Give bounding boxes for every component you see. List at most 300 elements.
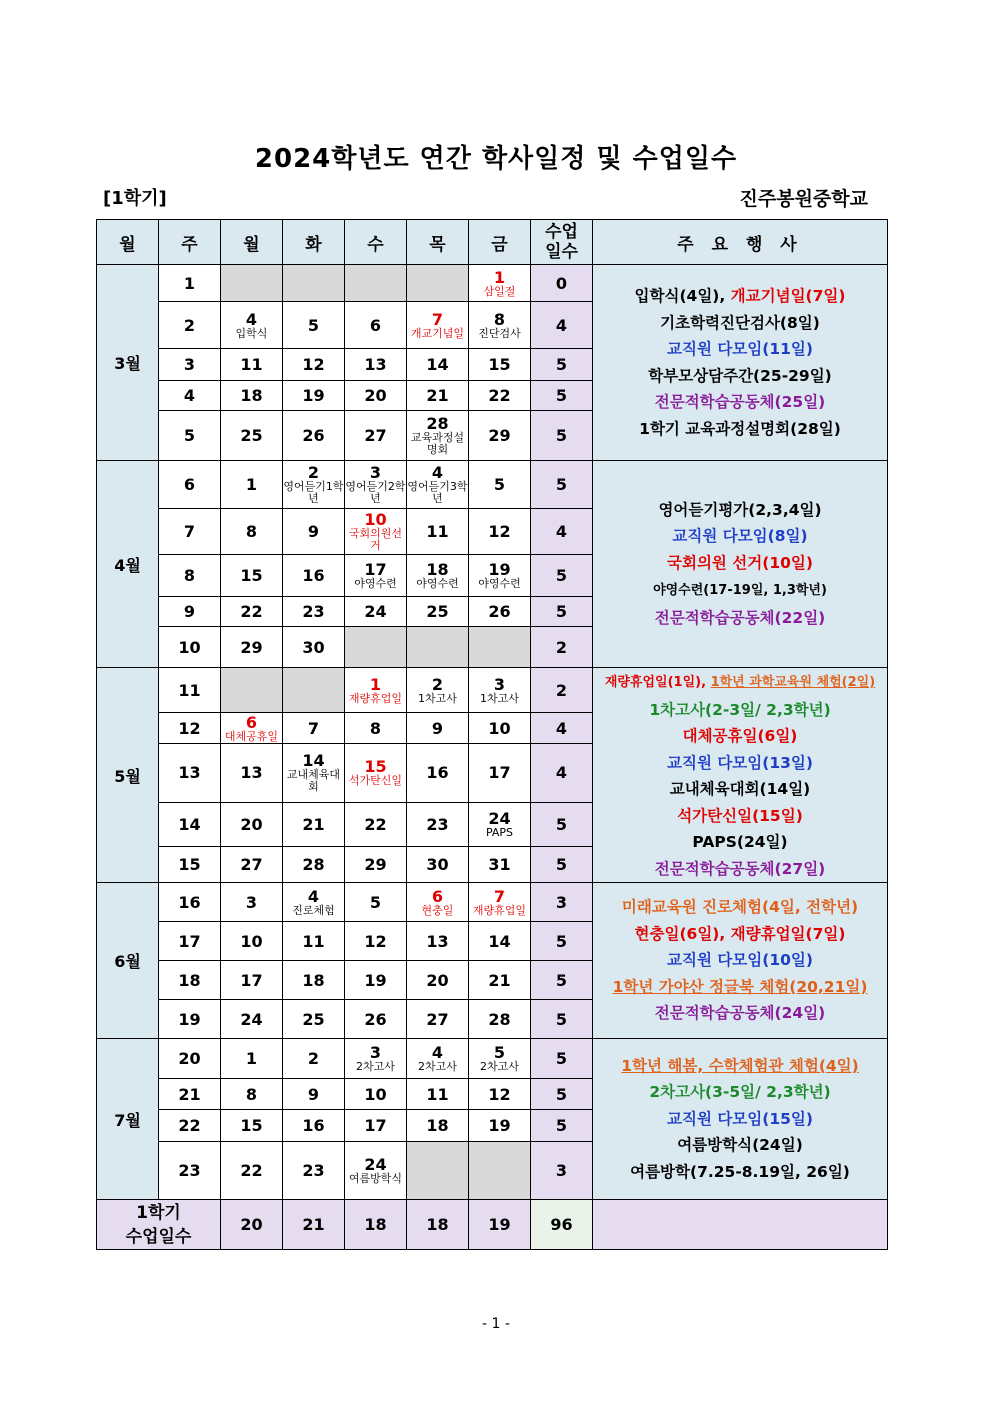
day-number: 15 [240,566,263,585]
day-number: 29 [240,637,263,657]
day-number: 22 [488,386,511,405]
week-row [97,668,888,713]
day-number: 3 [369,1043,382,1062]
day-note: 진로체험 [292,903,335,917]
class-days: 5 [531,1079,593,1110]
day-number: 14 [426,355,449,374]
event-line [593,1159,887,1186]
event-line [593,803,887,830]
month-cell: 6월 [97,883,159,1039]
day-cell [469,744,531,803]
day-cell [407,509,469,555]
day-cell [407,302,469,349]
week-number: 16 [159,883,221,922]
events-cell [593,883,888,1039]
day-cell [283,1142,345,1200]
event-line [593,523,887,550]
event-line [593,416,887,443]
day-cell [469,381,531,411]
day-number: 29 [488,426,511,445]
day-cell [221,1142,283,1200]
day-cell [283,627,345,668]
day-number: 28 [302,854,325,874]
day-cell [283,381,345,411]
class-days: 5 [531,1039,593,1079]
day-note: 2차고사 [418,1060,457,1073]
event-text: 전문적학습공동체(25일) [654,393,826,411]
day-cell [469,1110,531,1142]
day-cell [283,802,345,846]
day-number: 26 [364,1009,387,1029]
day-cell [283,883,345,922]
day-number: 11 [302,931,325,951]
day-number: 30 [302,637,325,657]
event-text: 국회의원 선거(10일) [667,553,813,572]
week-number: 13 [159,744,221,803]
event-text: 여름방학(7.25-8.19일, 26일) [630,1162,850,1181]
class-days: 5 [531,349,593,381]
day-cell [221,846,283,882]
event-line [593,723,887,750]
day-cell [407,668,469,713]
day-number: 30 [426,854,449,874]
day-number: 20 [240,814,263,834]
events-cell [593,668,888,883]
week-number: 17 [159,922,221,961]
day-number: 17 [240,970,263,990]
day-note: 개교기념일 [410,326,465,340]
event-text: 학부모상담주간(25-29일) [648,366,832,385]
day-cell [469,597,531,627]
day-note: 재량휴업일 [348,691,403,705]
event-line [593,668,887,697]
day-number: 23 [302,1161,325,1180]
day-number: 26 [302,426,325,445]
day-note: 야영수련 [416,577,459,590]
day-cell [345,1142,407,1200]
day-number: 7 [493,886,506,906]
day-number: 20 [426,970,449,990]
header-month: 월 [97,220,159,265]
day-note: 교육과정설명회 [410,431,465,456]
day-note: 영어듣기3학년 [407,480,468,505]
header-fri: 금 [469,220,531,265]
day-number: 13 [426,931,449,951]
day-number: 8 [245,1084,258,1104]
day-number: 15 [488,355,511,374]
week-number: 6 [159,461,221,509]
day-number: 4 [307,886,320,906]
day-number: 9 [307,1084,320,1104]
day-cell [469,922,531,961]
event-line [593,550,887,577]
event-text: 교직원 다모임(15일) [667,1109,813,1128]
day-number: 4 [431,463,444,482]
day-number: 13 [240,763,263,783]
day-number: 15 [240,1116,263,1135]
day-cell [283,922,345,961]
week-number: 10 [159,627,221,668]
header-thu: 목 [407,220,469,265]
day-cell [221,713,283,744]
event-line [593,974,887,1001]
events-cell [593,1039,888,1200]
day-note: 2차고사 [480,1060,519,1073]
day-cell [469,461,531,509]
day-number: 10 [240,931,263,951]
week-number: 12 [159,713,221,744]
day-number: 4 [245,309,258,329]
week-row [97,1039,888,1079]
day-number: 24 [364,602,387,621]
day-number: 16 [302,1116,325,1135]
header-row [97,220,888,265]
day-number: 17 [364,560,387,579]
class-days: 5 [531,846,593,882]
day-number: 22 [240,1161,263,1180]
day-number: 22 [240,602,263,621]
week-number: 4 [159,381,221,411]
week-row [97,461,888,509]
day-note: 교내체육대회 [286,768,341,794]
day-number: 18 [426,1116,449,1135]
day-number: 9 [307,522,320,541]
day-cell [407,883,469,922]
day-cell [469,846,531,882]
event-text: PAPS(24일) [692,833,788,851]
event-line [593,1106,887,1133]
class-days: 3 [531,1142,593,1200]
day-cell [221,265,283,302]
day-cell [283,846,345,882]
day-cell [345,802,407,846]
day-number: 16 [426,763,449,783]
day-number: 10 [488,718,511,738]
event-text: 1학년 가야산 정글북 체험(20,21일) [612,977,868,996]
schedule-body [97,265,888,1200]
event-line [593,776,887,803]
day-number: 29 [364,854,387,874]
week-row [97,883,888,922]
day-note: 2차고사 [356,1060,395,1073]
page-number: - 1 - [482,1316,510,1332]
day-cell [283,302,345,349]
events-cell [593,265,888,461]
week-number: 1 [159,265,221,302]
day-cell [345,922,407,961]
class-days: 5 [531,922,593,961]
day-number: 6 [369,315,382,335]
week-number: 22 [159,1110,221,1142]
semester-label: [1학기] [103,188,167,209]
month-cell: 4월 [97,461,159,668]
event-line [593,336,887,363]
event-text: 전문적학습공동체(24일) [654,1004,826,1023]
day-cell [283,1000,345,1039]
day-note: 영어듣기2학년 [345,480,406,505]
day-cell [221,1039,283,1079]
header-days-line2: 일수 [545,242,578,262]
week-number: 8 [159,555,221,597]
day-number: 8 [369,718,382,738]
day-cell [283,1079,345,1110]
day-number: 31 [488,854,511,874]
day-number: 10 [364,510,387,529]
day-number: 2 [307,1049,320,1068]
week-number: 18 [159,961,221,1000]
day-number: 24 [488,808,511,828]
event-text: 개교기념일(7일) [730,287,846,305]
day-cell [345,883,407,922]
day-note: 영어듣기1학년 [283,480,344,505]
event-text: 전문적학습공동체(27일) [654,859,826,878]
day-number: 5 [493,475,506,494]
event-line [593,894,887,921]
header-mon: 월 [221,220,283,265]
month-cell: 3월 [97,265,159,461]
day-number: 21 [302,814,325,834]
day-cell [283,744,345,803]
day-number: 2 [431,674,444,694]
day-number: 5 [369,892,382,912]
day-cell [469,1000,531,1039]
day-cell [407,265,469,302]
day-number: 17 [488,763,511,783]
day-number: 10 [364,1084,387,1104]
event-line [593,497,887,524]
event-text: 야영수련(17-19일, 1,3학년) [653,583,827,599]
day-number: 15 [364,757,387,777]
event-text: 1학년 과학교육원 체험(2일) [710,675,876,690]
day-number: 24 [240,1009,263,1029]
footer-label-line2: 수업일수 [125,1226,192,1247]
day-cell [345,597,407,627]
day-cell [407,461,469,509]
day-number: 14 [302,751,325,771]
day-number: 23 [302,602,325,621]
day-cell [469,411,531,461]
day-cell [221,668,283,713]
day-cell [221,1079,283,1110]
day-cell [469,509,531,555]
day-number: 8 [493,309,506,329]
day-number: 1 [493,267,506,287]
event-text: 재량휴업일(1일), [604,675,711,690]
event-line [593,856,887,883]
day-number: 16 [302,566,325,585]
class-days: 4 [531,509,593,555]
day-number: 21 [426,386,449,405]
day-note: 여름방학식 [348,1172,403,1185]
class-days: 4 [531,713,593,744]
event-text: 교직원 다모임(10일) [667,951,813,970]
day-number: 21 [488,970,511,990]
day-number: 6 [431,886,444,906]
day-cell [407,1039,469,1079]
day-number: 23 [426,814,449,834]
day-cell [221,1110,283,1142]
day-cell [221,883,283,922]
day-cell [407,713,469,744]
day-cell [283,555,345,597]
day-cell [407,627,469,668]
day-cell [469,1142,531,1200]
week-number: 23 [159,1142,221,1200]
day-cell [283,349,345,381]
day-cell [345,846,407,882]
event-line [593,1079,887,1106]
day-number: 20 [364,386,387,405]
day-number: 14 [488,931,511,951]
day-cell [407,961,469,1000]
footer-mon: 20 [221,1200,283,1250]
day-cell [221,555,283,597]
day-number: 11 [240,355,263,374]
day-cell [221,1000,283,1039]
event-line [593,605,887,632]
header-week: 주 [159,220,221,265]
class-days: 5 [531,461,593,509]
day-cell [345,265,407,302]
class-days: 2 [531,627,593,668]
day-number: 22 [364,814,387,834]
day-cell [345,1110,407,1142]
day-cell [407,846,469,882]
event-line [593,283,887,310]
event-line [593,389,887,416]
day-note: 야영수련 [354,577,397,590]
day-cell [221,597,283,627]
event-line [593,947,887,974]
day-number: 18 [240,386,263,405]
event-text: 석가탄신일(15일) [677,806,803,825]
event-text: 전문적학습공동체(22일) [654,608,826,627]
header-tue: 화 [283,220,345,265]
event-text: 1차고사(2-3일/ 2,3학년) [649,700,831,719]
day-note: 석가탄신일 [348,774,403,788]
event-text: 여름방학식(24일) [677,1136,803,1155]
day-cell [283,713,345,744]
week-number: 19 [159,1000,221,1039]
footer-total: 96 [531,1200,593,1250]
day-cell [283,411,345,461]
day-cell [469,1079,531,1110]
footer-row [97,1200,888,1250]
day-number: 25 [426,602,449,621]
day-cell [221,381,283,411]
day-cell [469,627,531,668]
day-cell [221,509,283,555]
footer-wed: 18 [345,1200,407,1250]
day-cell [283,461,345,509]
day-note: 삼일절 [483,284,516,298]
day-cell [283,265,345,302]
day-number: 3 [493,674,506,694]
day-cell [345,411,407,461]
day-cell [407,1142,469,1200]
day-cell [407,597,469,627]
day-cell [221,627,283,668]
day-cell [221,922,283,961]
event-text: 1학기 교육과정설명회(28일) [639,419,841,438]
event-line [593,310,887,337]
day-number: 25 [302,1009,325,1029]
day-cell [283,668,345,713]
day-number: 28 [426,414,449,433]
day-note: 현충일 [421,903,454,917]
day-cell [345,744,407,803]
week-number: 15 [159,846,221,882]
week-row [97,265,888,302]
event-line [593,576,887,605]
event-text: 교직원 다모임(8일) [672,527,808,546]
schedule-table [96,219,888,1250]
day-number: 1 [369,674,382,694]
footer-tue: 21 [283,1200,345,1250]
day-cell [221,349,283,381]
day-number: 19 [488,1116,511,1135]
class-days: 0 [531,265,593,302]
day-number: 11 [426,1084,449,1104]
event-line [593,829,887,856]
day-cell [345,627,407,668]
event-line [593,363,887,390]
class-days: 5 [531,555,593,597]
day-note: PAPS [485,825,514,839]
day-cell [407,744,469,803]
day-cell [221,802,283,846]
day-number: 8 [245,522,258,541]
day-cell [283,597,345,627]
week-number: 21 [159,1079,221,1110]
day-number: 13 [364,355,387,374]
day-cell [469,961,531,1000]
day-note: 대체공휴일 [224,729,279,743]
events-cell [593,461,888,668]
day-cell [221,744,283,803]
school-name: 진주봉원중학교 [739,188,868,210]
week-number: 14 [159,802,221,846]
day-cell [407,802,469,846]
day-cell [407,1110,469,1142]
event-text: 영어듣기평가(2,3,4일) [658,500,822,519]
day-cell [221,411,283,461]
day-cell [221,302,283,349]
day-number: 5 [493,1043,506,1062]
day-cell [345,349,407,381]
day-number: 1 [245,475,258,494]
day-cell [221,461,283,509]
event-line [593,697,887,724]
footer-label-line1: 1학기 [136,1202,181,1223]
class-days: 5 [531,597,593,627]
class-days: 5 [531,1110,593,1142]
day-number: 18 [426,560,449,579]
day-number: 26 [488,602,511,621]
event-text: 대체공휴일(6일) [682,727,798,745]
day-cell [345,1079,407,1110]
event-line [593,750,887,777]
week-number: 9 [159,597,221,627]
day-number: 5 [307,315,320,335]
day-cell [283,509,345,555]
day-cell [469,883,531,922]
event-text: 기초학력진단검사(8일) [660,313,820,332]
day-number: 12 [488,522,511,541]
day-number: 9 [431,718,444,738]
month-cell: 7월 [97,1039,159,1200]
header-events: 주 요 행 사 [593,220,888,265]
